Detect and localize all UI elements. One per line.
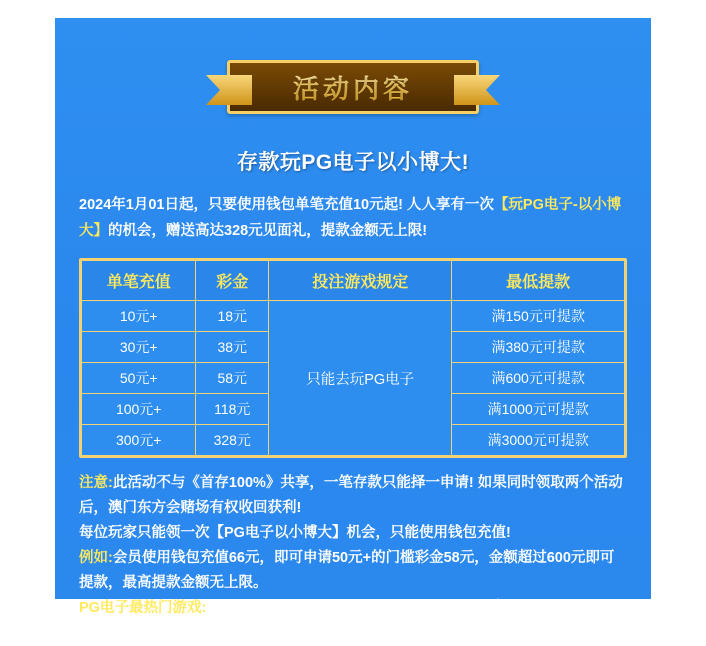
promo-panel <box>55 18 651 641</box>
cell-deposit: 300元+ <box>82 425 196 456</box>
banner-area <box>55 54 651 120</box>
page-title: 存款玩PG电子以小博大! <box>236 151 470 174</box>
intro-highlight: 【玩PG电子-以小博大】 <box>79 197 622 239</box>
hot-games-label: PG电子最热门游戏: <box>79 600 207 616</box>
cell-bonus: 38元 <box>196 332 269 363</box>
banner-title: 活动内容 <box>293 69 413 106</box>
table-header-row <box>82 261 625 301</box>
note-label: 注意: <box>79 475 113 491</box>
cell-withdraw: 满600元可提款 <box>452 363 625 394</box>
cell-bonus: 328元 <box>196 425 269 456</box>
cell-withdraw: 满3000元可提款 <box>452 425 625 456</box>
note-paragraph <box>79 471 627 521</box>
ribbon-right-icon <box>454 75 500 105</box>
promo-table <box>81 260 625 456</box>
intro-paragraph <box>79 192 627 244</box>
cell-withdraw: 满380元可提款 <box>452 332 625 363</box>
cell-deposit: 30元+ <box>82 332 196 363</box>
cell-rule-merged: 只能去玩PG电子 <box>269 301 452 456</box>
footer-text: 千万奖金一触即发! <box>79 625 200 641</box>
cell-deposit: 100元+ <box>82 394 196 425</box>
cell-deposit: 10元+ <box>82 301 196 332</box>
cell-bonus: 18元 <box>196 301 269 332</box>
example-paragraph <box>79 546 627 596</box>
intro-line1-a: 2024年1月01日起，只要使用钱包单笔充值10元起! 人人享有一次 <box>79 197 494 213</box>
cell-bonus: 58元 <box>196 363 269 394</box>
banner <box>227 60 479 114</box>
promo-table-wrapper <box>79 258 627 458</box>
notes-section <box>79 471 627 646</box>
table-header-rule: 投注游戏规定 <box>269 261 452 301</box>
intro-line2: 的机会，赠送高达328元见面礼，提款金额无上限! <box>108 223 428 239</box>
cell-withdraw: 满1000元可提款 <box>452 394 625 425</box>
ribbon-left-icon <box>206 75 252 105</box>
example-text: 会员使用钱包充值66元，即可申请50元+的门槛彩金58元，金额超过600元即可提款，最高提款金额无上限。 <box>79 550 615 591</box>
note-line3: 每位玩家只能领一次【PG电子以小博大】机会，只能使用钱包充值! <box>79 525 511 541</box>
table-header-bonus: 彩金 <box>196 261 269 301</box>
example-label: 例如: <box>79 550 113 566</box>
table-header-withdraw: 最低提款 <box>452 261 625 301</box>
hot-games-paragraph <box>79 596 627 621</box>
table-row <box>82 301 625 332</box>
hot-games-list: 【麻将胡了-麻将胡了2-寻宝黄金城-赏金女王-招财猫】 <box>206 600 553 616</box>
table-header-deposit: 单笔充值 <box>82 261 196 301</box>
cell-withdraw: 满150元可提款 <box>452 301 625 332</box>
cell-bonus: 118元 <box>196 394 269 425</box>
cell-deposit: 50元+ <box>82 363 196 394</box>
note-text: 此活动不与《首存100%》共享，一笔存款只能择一申请! 如果同时领取两个活动后，澳门东方会赌场有权收回获利! <box>79 475 623 516</box>
